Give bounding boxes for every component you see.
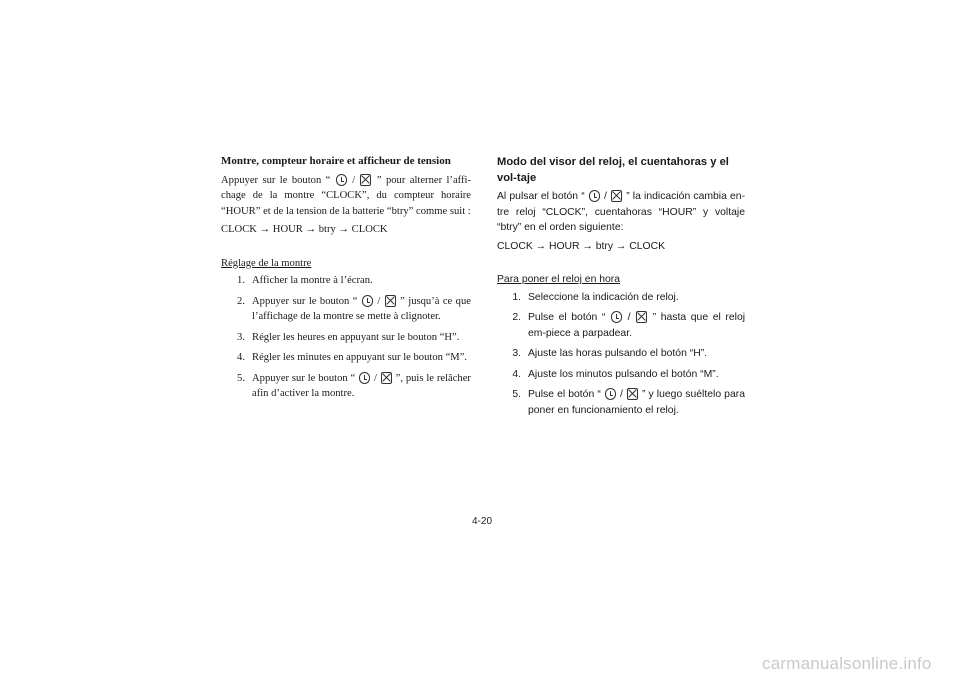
french-sequence: CLOCK → HOUR → btry → CLOCK: [221, 224, 388, 235]
french-intro: [221, 173, 471, 220]
french-title: Montre, compteur horaire et afficheur de tension: [221, 155, 451, 167]
watermark: carmanualsonline.info: [762, 654, 932, 673]
icon-separator: /: [352, 174, 356, 186]
select-button-icon: [611, 190, 622, 202]
spanish-intro-end: ” la indicación cambia en-tre reloj “CLOCK”, cuentahoras “HOUR” y voltaje “btry” en el orden siguiente:: [497, 191, 746, 233]
select-button-icon: [360, 174, 371, 186]
list-item: 5. Appuyer sur le bouton “ / ”, puis le relâcher afin d’activer la montre.: [237, 372, 471, 399]
french-subtitle: Réglage de la montre: [221, 257, 312, 269]
french-column: [221, 154, 471, 407]
clock-button-icon: [589, 190, 600, 202]
list-item: 1. Afficher la montre à l’écran.: [237, 275, 373, 286]
list-item: 2. Pulse el botón “ / ” hasta que el reloj em-piece a parpadear.: [512, 312, 746, 339]
page-number: 4-20: [472, 516, 493, 527]
list-item: 4. Régler les minutes en appuyant sur le bouton “M”.: [237, 352, 468, 363]
list-item: 5. Pulse el botón “ / ” y luego suéltelo para poner en funcionamiento el reloj.: [512, 389, 745, 416]
select-button-icon: [381, 372, 392, 384]
list-item: 3. Régler les heures en appuyant sur le bouton “H”.: [237, 331, 460, 343]
list-item: 1. Seleccione la indicación de reloj.: [512, 291, 679, 303]
clock-button-icon: [611, 311, 622, 323]
spanish-sequence: CLOCK → HOUR → btry → CLOCK: [497, 240, 666, 252]
clock-button-icon: [362, 295, 373, 307]
list-item: 3. Ajuste las horas pulsando el botón “H”.: [512, 348, 708, 359]
french-intro-end: ” pour alterner l’affi-chage de la montre “CLOCK”, du compteur horaire “HOUR” et de la tension de la batterie “btry” comme suit :: [221, 174, 471, 217]
spanish-intro-start: Al pulsar el botón “: [497, 191, 585, 202]
clock-button-icon: [359, 372, 370, 384]
clock-button-icon: [605, 388, 616, 400]
select-button-icon: [636, 311, 647, 323]
spanish-intro: Al pulsar el botón “ / ” la indicación cambia en-tre reloj “CLOCK”, cuentahoras “HOUR” y voltaje “btry” en el orden siguiente:: [497, 191, 746, 233]
spanish-column: [497, 154, 745, 423]
french-intro-start: Appuyer sur le bouton “: [221, 174, 331, 186]
spanish-title: Modo del visor del reloj, el cuentahoras y el vol-taje: [497, 156, 729, 184]
spanish-steps: [497, 290, 745, 419]
select-button-icon: [385, 295, 396, 307]
french-steps: [221, 273, 471, 402]
spanish-subtitle: Para poner el reloj en hora: [497, 274, 621, 285]
list-item: 2. Appuyer sur le bouton “ / ” jusqu’à ce que l’affichage de la montre se mette à clignoter.: [237, 295, 471, 322]
clock-button-icon: [336, 174, 347, 186]
select-button-icon: [627, 388, 638, 400]
list-item: 4. Ajuste los minutos pulsando el botón “M”.: [512, 368, 719, 380]
